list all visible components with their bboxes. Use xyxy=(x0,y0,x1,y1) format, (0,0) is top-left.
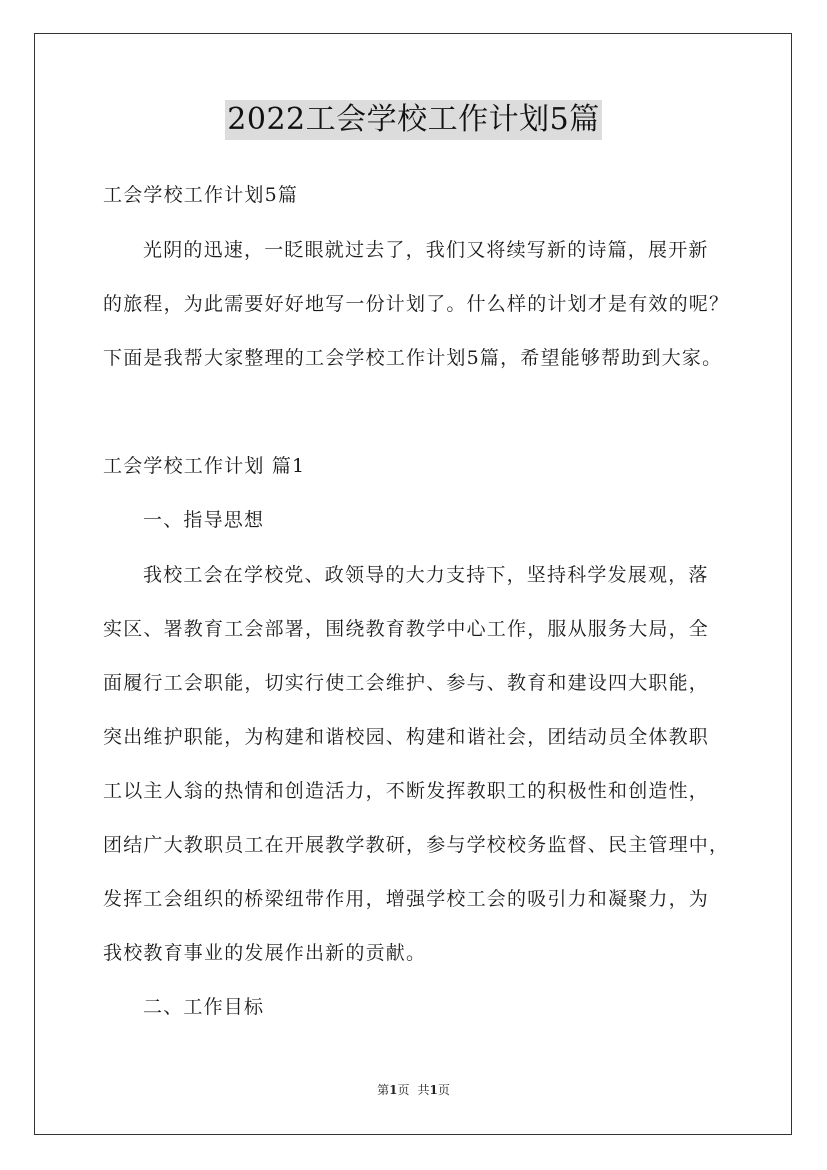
footer-page-total: 1 xyxy=(429,1083,438,1097)
body-line-6: 团结广大教职员工在开展教学教研，参与学校校务监督、民主管理中， xyxy=(103,834,730,856)
section-heading-1: 工会学校工作计划 篇1 xyxy=(103,455,306,477)
page-footer xyxy=(0,1082,827,1098)
footer-page-suffix: 页 xyxy=(397,1083,410,1097)
body-line-2: 实区、署教育工会部署，围绕教育教学中心工作，服从服务大局，全 xyxy=(103,618,710,640)
intro-line-3: 下面是我帮大家整理的工会学校工作计划5篇，希望能够帮助到大家。 xyxy=(103,347,723,369)
intro-line-2: 的旅程，为此需要好好地写一份计划了。什么样的计划才是有效的呢？ xyxy=(103,293,730,315)
body-line-7: 发挥工会组织的桥梁纽带作用，增强学校工会的吸引力和凝聚力，为 xyxy=(103,888,710,910)
body-line-5: 工以主人翁的热情和创造活力，不断发挥教职工的积极性和创造性， xyxy=(103,780,710,802)
body-line-1: 我校工会在学校党、政领导的大力支持下，坚持科学发展观，落 xyxy=(143,564,709,586)
subheading-work-goals: 二、工作目标 xyxy=(143,996,265,1018)
footer-prefix: 第 xyxy=(377,1083,390,1097)
body-line-8: 我校教育事业的发展作出新的贡献。 xyxy=(103,942,427,964)
body-line-3: 面履行工会职能，切实行使工会维护、参与、教育和建设四大职能， xyxy=(103,672,710,694)
subtitle-line: 工会学校工作计划5篇 xyxy=(103,184,299,206)
body-line-4: 突出维护职能，为构建和谐校园、构建和谐社会，团结动员全体教职 xyxy=(103,726,710,748)
footer-total-suffix: 页 xyxy=(437,1083,450,1097)
subheading-guiding-thought: 一、指导思想 xyxy=(143,509,265,531)
footer-total-prefix: 共 xyxy=(417,1083,430,1097)
footer-page-current: 1 xyxy=(389,1083,398,1097)
document-title: 2022工会学校工作计划5篇 xyxy=(225,100,601,140)
title-container xyxy=(0,100,827,140)
intro-line-1: 光阴的迅速，一眨眼就过去了，我们又将续写新的诗篇，展开新 xyxy=(143,239,709,261)
